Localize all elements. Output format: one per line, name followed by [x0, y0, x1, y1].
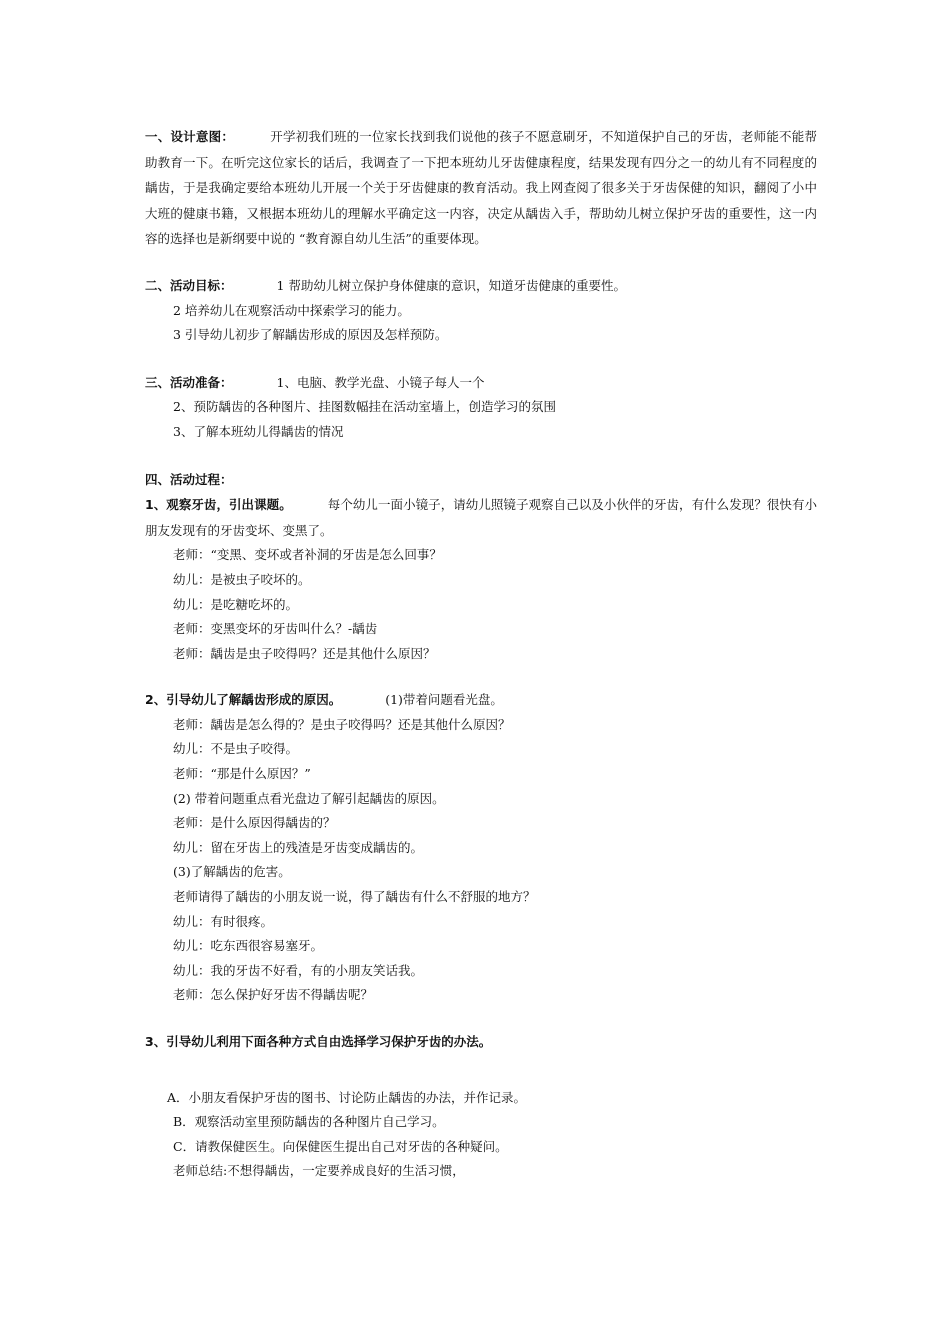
- preparation-item: 2、预防龋齿的各种图片、挂图数幅挂在活动室墙上，创造学习的氛围: [173, 399, 556, 415]
- preparation-heading: 三、活动准备：: [145, 374, 233, 390]
- goal-item: 1 帮助幼儿树立保护身体健康的意识，知道牙齿健康的重要性。: [276, 277, 626, 293]
- step2-heading: 2、引导幼儿了解龋齿形成的原因。: [145, 692, 342, 708]
- step2-line: [145, 688, 817, 713]
- dialogue-line: 老师：龋齿是怎么得的？是虫子咬得吗？还是其他什么原因？: [173, 716, 511, 732]
- design-intent-heading: 一、设计意图：: [145, 129, 235, 144]
- process-heading: 四、活动过程：: [145, 471, 233, 487]
- step1-text: 每个幼儿一面小镜子，请幼儿照镜子观察自己以及小伙伴的牙齿，有什么发现？很快有小朋友发现有的牙齿变坏、变黑了。: [145, 497, 817, 538]
- dialogue-line: 幼儿：是吃糖吃坏的。: [173, 596, 299, 612]
- document-page: [145, 124, 817, 1184]
- dialogue-line: 幼儿：是被虫子咬坏的。: [173, 571, 311, 587]
- preparation-item: 3、了解本班幼儿得龋齿的情况: [173, 423, 344, 439]
- dialogue-line: 老师：是什么原因得龋齿的？: [173, 815, 336, 831]
- dialogue-line: 幼儿：吃东西很容易塞牙。: [173, 938, 324, 954]
- goal-item: 3 引导幼儿初步了解龋齿形成的原因及怎样预防。: [173, 327, 448, 343]
- dialogue-line: (3)了解龋齿的危害。: [173, 864, 291, 880]
- dialogue-line: 老师：“变黑、变坏或者补洞的牙齿是怎么回事？: [173, 547, 442, 563]
- design-intent-paragraph: [145, 124, 817, 252]
- dialogue-line: 幼儿：我的牙齿不好看，有的小朋友笑话我。: [173, 962, 424, 978]
- dialogue-line: 幼儿：不是虫子咬得。: [173, 741, 299, 757]
- dialogue-line: 幼儿：留在牙齿上的残渣是牙齿变成龋齿的。: [173, 839, 424, 855]
- dialogue-line: 老师：怎么保护好牙齿不得龋齿呢？: [173, 987, 374, 1003]
- option-line: B．观察活动室里预防龋齿的各种图片自己学习。: [173, 1114, 445, 1130]
- dialogue-line: 老师：龋齿是虫子咬得吗？还是其他什么原因？: [173, 645, 436, 661]
- preparation-line-1: [145, 371, 817, 396]
- goal-item: 2 培养幼儿在观察活动中探索学习的能力。: [173, 302, 410, 318]
- option-line: A．小朋友看保护牙齿的图书、讨论防止龋齿的办法，并作记录。: [167, 1089, 527, 1105]
- step2-sub: (1)带着问题看光盘。: [385, 692, 503, 708]
- dialogue-line: 幼儿：有时很疼。: [173, 913, 274, 929]
- dialogue-line: (2) 带着问题重点看光盘边了解引起龋齿的原因。: [173, 790, 445, 806]
- design-intent-text: 开学初我们班的一位家长找到我们说他的孩子不愿意刷牙，不知道保护自己的牙齿，老师能不能帮助教育一下。在听完这位家长的话后，我调查了一下把本班幼儿牙齿健康程度，结果发现有四分之一的幼儿有不同程度的龋齿，于是我确定要给本班幼儿开展一个关于牙齿健康的教育活动。我上网查阅了很多关于牙齿保健的知识，翻阅了小中大班的健康书籍，又根据本班幼儿的理解水平确定这一内容，决定从龋齿入手，帮助幼儿树立保护牙齿的重要性，这一内容的选择也是新纲要中说的 “教育源自幼儿生活”的重要体现。: [145, 129, 817, 247]
- step1-heading: 1、观察牙齿，引出课题。: [145, 497, 292, 513]
- summary-line: 老师总结:不想得龋齿，一定要养成良好的生活习惯，: [173, 1163, 465, 1179]
- dialogue-line: 老师：变黑变坏的牙齿叫什么？-龋齿: [173, 621, 378, 637]
- option-line: C．请教保健医生。向保健医生提出自己对牙齿的各种疑问。: [173, 1138, 508, 1154]
- goals-heading: 二、活动目标：: [145, 277, 233, 293]
- dialogue-line: 老师请得了龋齿的小朋友说一说，得了龋齿有什么不舒服的地方？: [173, 889, 536, 905]
- step3-heading: 3、引导幼儿利用下面各种方式自由选择学习保护牙齿的办法。: [145, 1034, 492, 1049]
- goals-line-1: [145, 274, 817, 299]
- preparation-item: 1、电脑、教学光盘、小镜子每人一个: [276, 374, 485, 390]
- step1-paragraph: [145, 492, 817, 543]
- dialogue-line: 老师：“那是什么原因？”: [173, 766, 311, 782]
